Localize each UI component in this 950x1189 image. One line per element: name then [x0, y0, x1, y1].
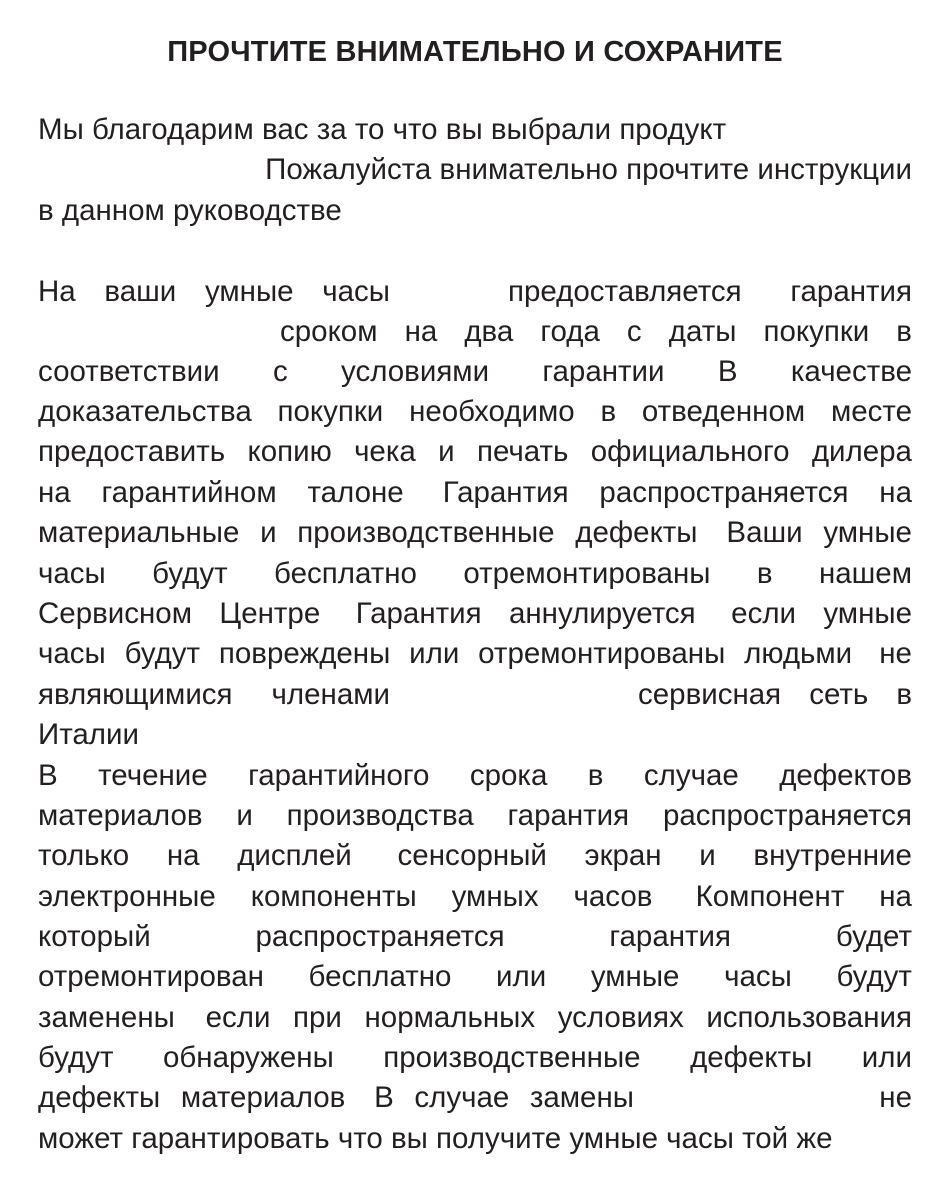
word: часов — [573, 880, 653, 913]
word: на — [38, 476, 71, 509]
word: только — [38, 839, 130, 872]
word: месте — [830, 395, 912, 428]
word: часы — [322, 275, 390, 308]
period-line-1 — [38, 756, 912, 796]
word: бесплатно — [274, 557, 417, 590]
word: чека — [354, 435, 416, 468]
period-line-4 — [38, 877, 912, 917]
word: В — [38, 759, 58, 792]
word: повреждены — [218, 637, 391, 670]
word: предоставить — [38, 435, 226, 468]
word: с — [272, 355, 288, 388]
word: умные — [204, 275, 294, 308]
word: в — [756, 557, 773, 590]
word: Сервисном — [38, 597, 192, 630]
word: даты — [668, 315, 737, 348]
warranty-line-12 — [38, 715, 912, 755]
word: дефекты — [575, 516, 698, 549]
word: дефекты — [690, 1041, 813, 1074]
period-line-8 — [38, 1038, 912, 1078]
word: нашем — [818, 557, 912, 590]
word: дефектов — [779, 759, 912, 792]
warranty-line-10 — [38, 634, 912, 674]
intro-text: Пожалуйста внимательно прочтите инструкции — [265, 153, 912, 186]
word: аннулируется — [508, 597, 696, 630]
word: будут — [124, 637, 201, 670]
word: членами — [271, 678, 390, 711]
word: с — [626, 315, 642, 348]
word: распространяется — [662, 799, 912, 832]
word: который — [38, 920, 151, 953]
word: экран — [584, 839, 662, 872]
word: отремонтированы — [478, 637, 726, 670]
word: В — [717, 355, 738, 388]
word: умные — [823, 597, 912, 630]
period-line-9-left — [38, 1078, 634, 1118]
word: копию — [247, 435, 332, 468]
warranty-line-11-right — [638, 675, 912, 715]
intro-line-3 — [38, 191, 912, 231]
word: доказательства — [38, 395, 252, 428]
word: гарантии — [542, 355, 665, 388]
period-line-6 — [38, 957, 912, 997]
word: качестве — [790, 355, 912, 388]
word: распространяется — [599, 476, 849, 509]
word: и — [438, 435, 455, 468]
word: людьми — [744, 637, 853, 670]
word: не — [879, 1081, 912, 1114]
word: в — [587, 759, 604, 792]
page-title: ПРОЧТИТЕ ВНИМАТЕЛЬНО И СОХРАНИТЕ — [167, 36, 783, 68]
word: в — [600, 395, 617, 428]
word: гарантийном — [101, 476, 277, 509]
word: являющимися — [38, 678, 233, 711]
warranty-line-2-text — [280, 312, 912, 352]
word: необходимо — [409, 395, 575, 428]
intro-text: в данном руководстве — [38, 194, 342, 227]
warranty-line-6 — [38, 473, 912, 513]
word: покупки — [277, 395, 384, 428]
word: заменены — [38, 1001, 175, 1034]
period-line-5 — [38, 917, 912, 957]
word: течение — [98, 759, 208, 792]
word: компоненты — [250, 880, 417, 913]
word: или — [496, 960, 547, 993]
word: в — [896, 678, 912, 711]
word: часы — [38, 637, 106, 670]
word: года — [540, 315, 600, 348]
warranty-line-1 — [38, 272, 912, 312]
word: Гарантия — [434, 476, 569, 509]
word: замены — [529, 1081, 634, 1114]
period-line-7 — [38, 998, 912, 1038]
word: дисплей — [237, 839, 352, 872]
word: использования — [706, 1001, 912, 1034]
word: дилера — [811, 435, 912, 468]
word: обнаружены — [162, 1041, 334, 1074]
word: Компонент — [687, 880, 845, 913]
word: условиях — [557, 1001, 684, 1034]
word: сеть — [809, 678, 869, 711]
word: бесплатно — [308, 960, 452, 993]
warranty-line-7 — [38, 513, 912, 553]
word: умные — [823, 516, 912, 549]
word: производства — [286, 799, 474, 832]
word: или — [861, 1041, 912, 1074]
warranty-line-11 — [38, 675, 912, 715]
word: материалов — [180, 1081, 346, 1114]
word: часы — [724, 960, 792, 993]
word: талоне — [307, 476, 404, 509]
word: покупки — [763, 315, 870, 348]
word: на — [404, 315, 438, 348]
word: официального — [590, 435, 790, 468]
word: отведенном — [641, 395, 806, 428]
word: и — [236, 799, 253, 832]
word: условиями — [341, 355, 490, 388]
intro-line-1 — [38, 110, 912, 150]
warranty-line-2 — [38, 312, 912, 352]
word: гарантия — [507, 799, 630, 832]
word: соответствии — [38, 355, 220, 388]
word: материалов — [38, 799, 203, 832]
word: сенсорный — [389, 839, 547, 872]
word: Центре — [219, 597, 321, 630]
period-line-9 — [38, 1078, 912, 1118]
word: на — [879, 880, 912, 913]
word: при — [293, 1001, 342, 1034]
warranty-line-9 — [38, 594, 912, 634]
word: отремонтирован — [38, 960, 264, 993]
word: если — [197, 1001, 271, 1034]
word: На — [38, 275, 76, 308]
warranty-line-3 — [38, 352, 912, 392]
word: срока — [469, 759, 548, 792]
warranty-line-11-left — [38, 675, 390, 715]
intro-text: Мы благодарим вас за то что вы выбрали продукт — [38, 113, 727, 146]
word: и — [260, 516, 277, 549]
word: не — [871, 637, 912, 670]
word: Гарантия — [347, 597, 482, 630]
word: материальные — [38, 516, 240, 549]
word: два — [464, 315, 514, 348]
word: производственные — [297, 516, 555, 549]
word: нормальных — [364, 1001, 536, 1034]
warranty-line-1-right — [508, 272, 912, 312]
word: внутренние — [753, 839, 912, 872]
word: В — [365, 1081, 394, 1114]
word: Ваши — [718, 516, 803, 549]
word: предоставляется — [508, 275, 742, 308]
intro-line-2 — [38, 150, 912, 190]
warranty-line-4 — [38, 392, 912, 432]
word: печать — [476, 435, 569, 468]
word: умные — [590, 960, 680, 993]
warranty-line-8 — [38, 554, 912, 594]
warranty-line-1-left — [38, 272, 390, 312]
word: производственные — [383, 1041, 641, 1074]
word: дефекты — [38, 1081, 161, 1114]
word: на — [879, 476, 912, 509]
word: Италии — [38, 718, 139, 751]
word: ваши — [104, 275, 177, 308]
word: сроком — [280, 315, 378, 348]
word: будет — [835, 920, 912, 953]
word: может гарантировать что вы получите умные часы той же — [38, 1122, 833, 1155]
word: часы — [38, 557, 106, 590]
word: электронные — [38, 880, 216, 913]
warranty-line-5 — [38, 432, 912, 472]
word: умных — [451, 880, 539, 913]
word: на — [166, 839, 200, 872]
word: случае — [414, 1081, 510, 1114]
word: будут — [38, 1041, 114, 1074]
period-line-10 — [38, 1119, 912, 1159]
word: случае — [643, 759, 739, 792]
word: распространяется — [255, 920, 505, 953]
word: будут — [152, 557, 228, 590]
word: если — [722, 597, 797, 630]
word: или — [409, 637, 460, 670]
word: будут — [836, 960, 912, 993]
word: в — [896, 315, 912, 348]
word: гарантия — [609, 920, 731, 953]
word: сервисная — [638, 678, 782, 711]
word: гарантийного — [248, 759, 430, 792]
word: отремонтированы — [463, 557, 711, 590]
word: гарантия — [790, 275, 912, 308]
period-line-3 — [38, 836, 912, 876]
word: и — [699, 839, 716, 872]
period-line-2 — [38, 796, 912, 836]
